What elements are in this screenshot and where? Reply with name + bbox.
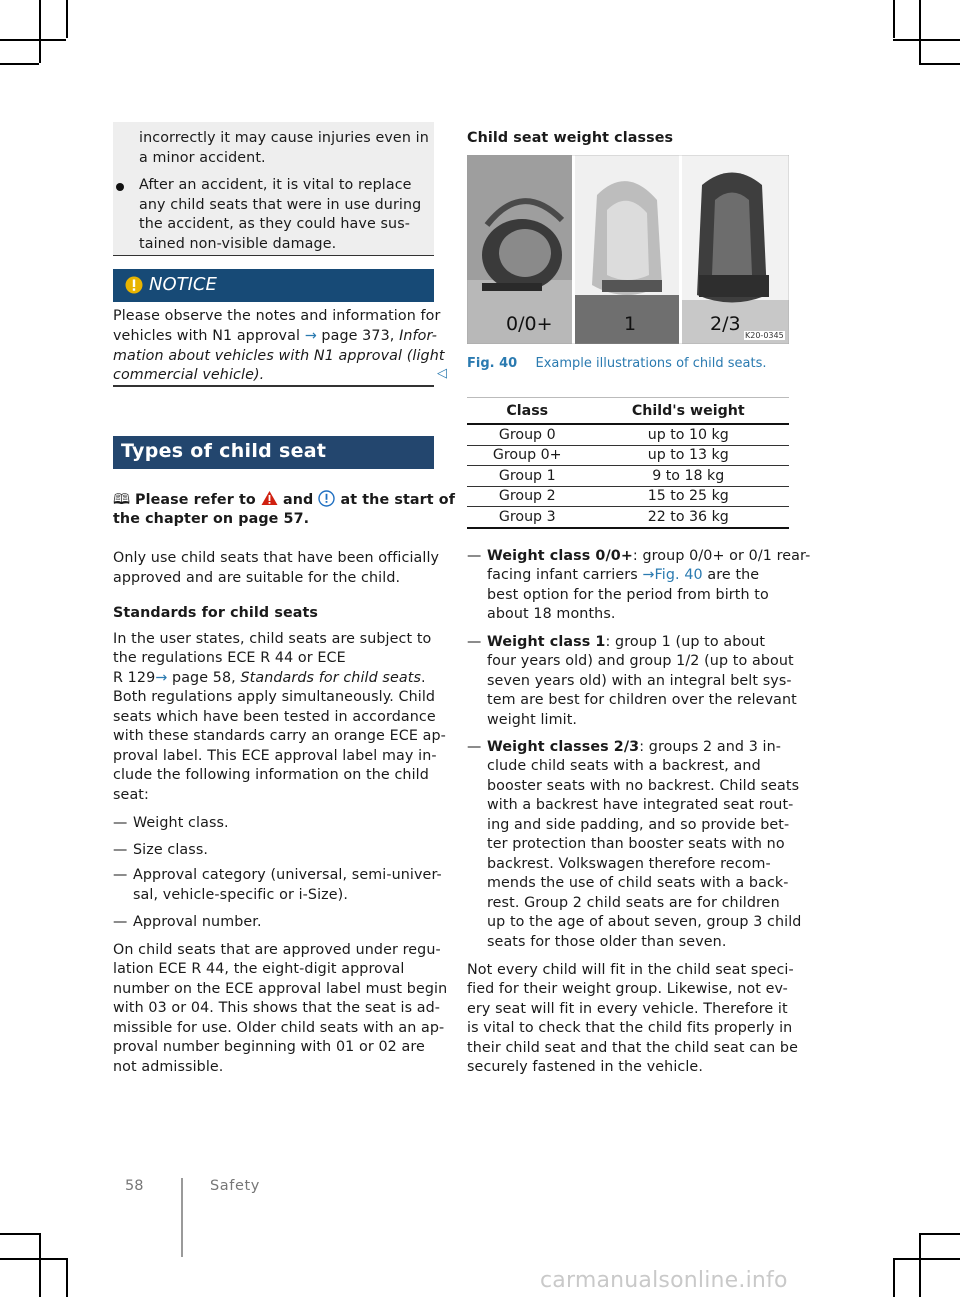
crop-mark bbox=[919, 63, 960, 65]
paragraph-line: On child seats that are approved under regu- bbox=[113, 942, 441, 958]
paragraph-line: securely fastened in the vehicle. bbox=[467, 1059, 703, 1075]
figure-label: 0/0+ bbox=[506, 313, 553, 335]
list-item: about 18 months. bbox=[487, 606, 616, 622]
paragraph-line: Only use child seats that have been officially bbox=[113, 550, 440, 566]
paragraph-line: not admissible. bbox=[113, 1059, 224, 1075]
paragraph-line: seats which have been tested in accordance bbox=[113, 709, 436, 725]
table-cell: Group 0 bbox=[467, 424, 587, 445]
paragraph-line: approved and are suitable for the child. bbox=[113, 570, 401, 586]
paragraph-line: lation ECE R 44, the eight-digit approval bbox=[113, 961, 405, 977]
table-row bbox=[467, 507, 789, 528]
list-item: Weight classes 2/3: groups 2 and 3 in- bbox=[487, 739, 782, 755]
dash-bullet: — bbox=[467, 739, 482, 755]
notice-header bbox=[113, 269, 434, 302]
paragraph-line: proval number beginning with 01 or 02 are bbox=[113, 1039, 425, 1055]
notice-text-line: mation about vehicles with N1 approval (light bbox=[113, 348, 445, 364]
paragraph-line: the regulations ECE R 44 or ECE bbox=[113, 650, 346, 666]
list-item: up to the age of about seven, group 3 child bbox=[487, 914, 802, 930]
crop-mark bbox=[893, 0, 895, 38]
list-item: backrest. Volkswagen therefore recom- bbox=[487, 856, 771, 872]
arrow-icon: → bbox=[642, 567, 655, 583]
table-cell: up to 10 kg bbox=[587, 424, 789, 445]
list-item: weight limit. bbox=[487, 712, 578, 728]
paragraph-line: fied for their weight group. Likewise, not ev- bbox=[467, 981, 788, 997]
figure-heading: Child seat weight classes bbox=[467, 130, 674, 146]
list-item: facing infant carriers →Fig. 40 are the bbox=[487, 567, 760, 583]
end-triangle-icon: ◁ bbox=[437, 366, 447, 381]
crop-mark bbox=[0, 1233, 39, 1235]
crop-mark bbox=[66, 1258, 68, 1297]
figure-label: 2/3 bbox=[710, 313, 741, 335]
section-title: Types of child seat bbox=[121, 440, 327, 462]
list-item: seats for those older than seven. bbox=[487, 934, 727, 950]
list-item: Weight class. bbox=[133, 815, 229, 831]
warning-text-line: any child seats that were in use during bbox=[139, 197, 422, 213]
figure-label: 1 bbox=[624, 313, 637, 335]
table-header: Child's weight bbox=[587, 398, 789, 425]
weight-table bbox=[467, 397, 789, 529]
book-icon: 🕮 bbox=[113, 492, 130, 508]
warning-text-line: incorrectly it may cause injuries even in bbox=[139, 130, 429, 146]
arrow-icon: → bbox=[304, 328, 317, 344]
crop-mark bbox=[0, 63, 39, 65]
crop-mark bbox=[919, 1233, 960, 1235]
list-item: four years old) and group 1/2 (up to about bbox=[487, 653, 794, 669]
dash-bullet: — bbox=[113, 867, 128, 883]
paragraph-line: Not every child will fit in the child seat speci- bbox=[467, 962, 794, 978]
crop-mark bbox=[39, 1233, 41, 1297]
warning-text-line: the accident, as they could have sus- bbox=[139, 216, 411, 232]
crop-mark bbox=[893, 39, 960, 41]
list-item: Approval number. bbox=[133, 914, 262, 930]
table-row bbox=[467, 486, 789, 507]
list-item: tem are best for children over the relevant bbox=[487, 692, 797, 708]
crop-mark bbox=[66, 0, 68, 38]
table-row bbox=[467, 424, 789, 445]
figure-link[interactable]: Fig. 40 bbox=[654, 567, 703, 583]
figure-caption-text: Example illustrations of child seats. bbox=[535, 356, 767, 371]
figure-code: K20-0345 bbox=[745, 331, 784, 340]
bullet-icon bbox=[116, 183, 124, 191]
table-cell: Group 2 bbox=[467, 486, 587, 507]
list-item: with a backrest have integrated seat rout- bbox=[487, 797, 794, 813]
figure-number: Fig. 40 bbox=[467, 356, 518, 371]
dash-bullet: — bbox=[113, 815, 128, 831]
paragraph-line: with these standards carry an orange ECE ap- bbox=[113, 728, 446, 744]
list-item: ing and side padding, and so provide bet- bbox=[487, 817, 790, 833]
notice-text-line: commercial vehicle). bbox=[113, 367, 265, 383]
list-item: rest. Group 2 child seats are for children bbox=[487, 895, 780, 911]
list-item: Size class. bbox=[133, 842, 209, 858]
paragraph-line: clude the following information on the child bbox=[113, 767, 429, 783]
table-cell: 9 to 18 kg bbox=[587, 466, 789, 487]
dash-bullet: — bbox=[113, 914, 128, 930]
paragraph-line: their child seat and that the child seat can be bbox=[467, 1040, 798, 1056]
table-cell: 22 to 36 kg bbox=[587, 507, 789, 528]
refer-line: 🕮 Please refer to and at the start of bbox=[113, 492, 456, 508]
table-row bbox=[467, 466, 789, 487]
subheading: Standards for child seats bbox=[113, 605, 319, 621]
table-cell: Group 3 bbox=[467, 507, 587, 528]
paragraph-line: with 03 or 04. This shows that the seat is ad- bbox=[113, 1000, 441, 1016]
warning-text-line: a minor accident. bbox=[139, 150, 266, 166]
list-item: best option for the period from birth to bbox=[487, 587, 769, 603]
figure-caption bbox=[467, 356, 766, 371]
crop-mark bbox=[39, 0, 41, 63]
list-item: Approval category (universal, semi-univer- bbox=[133, 867, 442, 883]
child-seat-figure bbox=[467, 155, 789, 344]
notice-icon bbox=[125, 276, 143, 294]
list-item: Weight class 1: group 1 (up to about bbox=[487, 634, 766, 650]
dash-bullet: — bbox=[467, 634, 482, 650]
page-number: 58 bbox=[125, 1178, 144, 1194]
paragraph-line: number on the ECE approval label must begin bbox=[113, 981, 448, 997]
table-cell: up to 13 kg bbox=[587, 445, 789, 466]
notice-text-line: Please observe the notes and information for bbox=[113, 308, 441, 324]
refer-line-2: the chapter on page 57. bbox=[113, 511, 310, 527]
crop-mark bbox=[919, 1233, 921, 1297]
table-cell: Group 0+ bbox=[467, 445, 587, 466]
section-heading bbox=[113, 436, 434, 469]
list-item: mends the use of child seats with a back- bbox=[487, 875, 789, 891]
paragraph-line: Both regulations apply simultaneously. Child bbox=[113, 689, 436, 705]
warning-text-line: After an accident, it is vital to replace bbox=[139, 177, 412, 193]
paragraph-line: ery seat will fit in every vehicle. Therefore it bbox=[467, 1001, 788, 1017]
table-cell: 15 to 25 kg bbox=[587, 486, 789, 507]
warning-box bbox=[113, 122, 434, 256]
paragraph-line: is vital to check that the child fits properly in bbox=[467, 1020, 793, 1036]
paragraph-line: R 129→ page 58, Standards for child seats. bbox=[113, 670, 426, 686]
notice-title: NOTICE bbox=[149, 274, 217, 295]
crop-mark bbox=[919, 0, 921, 63]
list-item: ter protection than booster seats with no bbox=[487, 836, 785, 852]
watermark: carmanualsonline.info bbox=[540, 1268, 788, 1293]
table-row bbox=[467, 445, 789, 466]
arrow-icon: → bbox=[155, 670, 168, 686]
notice-circle-icon bbox=[318, 490, 335, 507]
list-item: clude child seats with a backrest, and bbox=[487, 758, 761, 774]
crop-mark bbox=[893, 1258, 960, 1260]
footer-section: Safety bbox=[210, 1178, 260, 1194]
crop-mark bbox=[0, 39, 66, 41]
list-item: sal, vehicle-specific or i-Size). bbox=[133, 887, 348, 903]
table-cell: Group 1 bbox=[467, 466, 587, 487]
list-item: Weight class 0/0+: group 0/0+ or 0/1 rear- bbox=[487, 548, 811, 564]
warning-text-line: tained non-visible damage. bbox=[139, 236, 337, 252]
paragraph-line: proval label. This ECE approval label may in- bbox=[113, 748, 437, 764]
dash-bullet: — bbox=[467, 548, 482, 564]
paragraph-line: In the user states, child seats are subject to bbox=[113, 631, 432, 647]
footer-divider bbox=[181, 1178, 183, 1257]
list-item: seven years old) with an integral belt sys- bbox=[487, 673, 792, 689]
table-header: Class bbox=[467, 398, 587, 425]
crop-mark bbox=[0, 1258, 66, 1260]
notice-text-line: vehicles with N1 approval → page 373, Infor- bbox=[113, 328, 437, 344]
crop-mark bbox=[893, 1258, 895, 1297]
paragraph-line: missible for use. Older child seats with an ap- bbox=[113, 1020, 445, 1036]
list-item: booster seats with no backrest. Child seats bbox=[487, 778, 800, 794]
paragraph-line: seat: bbox=[113, 787, 149, 803]
warning-triangle-icon bbox=[261, 490, 278, 506]
notice-divider bbox=[113, 385, 434, 387]
dash-bullet: — bbox=[113, 842, 128, 858]
